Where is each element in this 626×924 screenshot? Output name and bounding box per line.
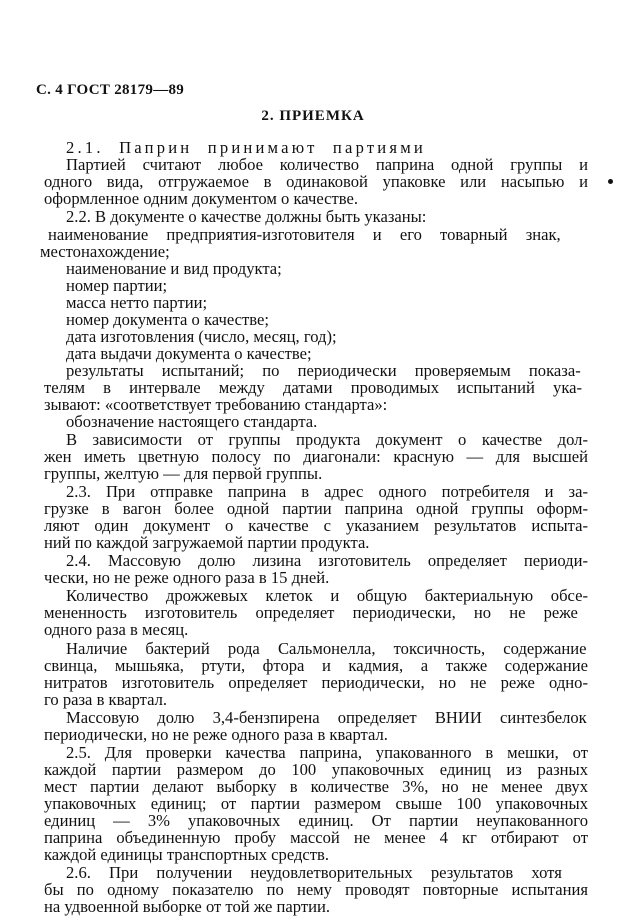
text-line: одного раза в месяц. [44,620,189,639]
text-line: дата выдачи документа о качестве; [66,344,312,363]
text-line: номер документа о качестве; [66,310,269,329]
text-line: оформленное одним документом о качестве. [44,189,358,208]
text-line: телям в интервале между датами проводимых испытаний ука- [44,378,583,397]
text-line: го раза в квартал. [44,690,168,709]
text-line: Количество дрожжевых клеток и общую бактериальную обсе- [66,586,588,605]
text-line: 2.2. В документе о качестве должны быть указаны: [66,207,427,226]
text-line: местонахождение; [40,242,170,261]
text-line: Партией считают любое количество паприна одной группы и [66,155,588,174]
text-line: номер партии; [66,276,168,295]
text-line: свинца, мышьяка, ртути, фтора и кадмия, а также содержание [44,656,588,675]
text-line: Массовую долю 3,4-бензпирена определяет ВНИИ синтезбелок [66,708,587,727]
text-line: мест партии делают выборку в количестве 3%, но не менее двух [44,777,588,796]
text-line: наименование предприятия-изготовителя и его товарный знак, [48,225,561,244]
text-line: единиц — 3% упаковочных единиц. От партии неупакованного [44,811,588,830]
margin-dot-mark [608,179,613,184]
text-line: наименование и вид продукта; [66,259,282,278]
text-line: Наличие бактерий рода Сальмонелла, токсичность, содержание [66,639,587,658]
text-line: мененность изготовитель определяет периодически, но не реже [44,603,578,622]
text-line: группы, желтую — для первой группы. [44,464,323,483]
text-line: масса нетто партии; [66,293,208,312]
text-line: обозначение настоящего стандарта. [66,412,318,431]
text-line: каждой единицы транспортных средств. [44,845,330,864]
text-line: результаты испытаний; по периодически проверяемым показа- [66,361,581,380]
text-line: 2.3. При отправке паприна в адрес одного потребителя и за- [66,482,588,501]
text-line: ний по каждой загружаемой партии продукта. [44,533,370,552]
text-line: В зависимости от группы продукта документ о качестве дол- [66,430,588,449]
text-line: дата изготовления (число, месяц, год); [66,327,337,346]
text-line: жен иметь цветную полосу по диагонали: красную — для высшей [44,447,588,466]
text-line: упаковочных единиц; от партии размером свыше 100 упаковочных [44,794,588,813]
text-line: каждой партии размером до 100 упаковочных единиц из разных [44,760,588,779]
text-line: зывают: «соответствует требованию стандарта»: [44,395,388,414]
text-line: периодически, но не реже одного раза в квартал. [44,725,388,744]
text-line: 2.4. Массовую долю лизина изготовитель определяет периоди- [66,551,588,570]
text-line: 2.6. При получении неудовлетворительных результатов хотя [66,863,562,882]
text-line: 2.5. Для проверки качества паприна, упакованного в мешки, от [66,743,588,762]
page-header: С. 4 ГОСТ 28179—89 [36,82,185,98]
text-line: 2.1. Паприн принимают партиями [66,138,426,157]
text-line: одного вида, отгружаемое в одинаковой упаковке или насыпью и [44,172,588,191]
text-line: паприна объединенную пробу массой не менее 4 кг отбирают от [44,828,588,847]
text-line: на удвоенной выборке от той же партии. [44,897,331,916]
text-line: бы по одному показателю по нему проводят повторные испытания [44,880,588,899]
text-line: чески, но не реже одного раза в 15 дней. [44,568,330,587]
text-line: ляют один документ о качестве с указанием результатов испыта- [44,516,588,535]
section-title: 2. ПРИЕМКА [261,108,365,124]
text-line: грузке в вагон более одной партии паприна одной группы оформ- [44,499,588,518]
text-line: нитратов изготовитель определяет периодически, но не реже одно- [44,673,588,692]
